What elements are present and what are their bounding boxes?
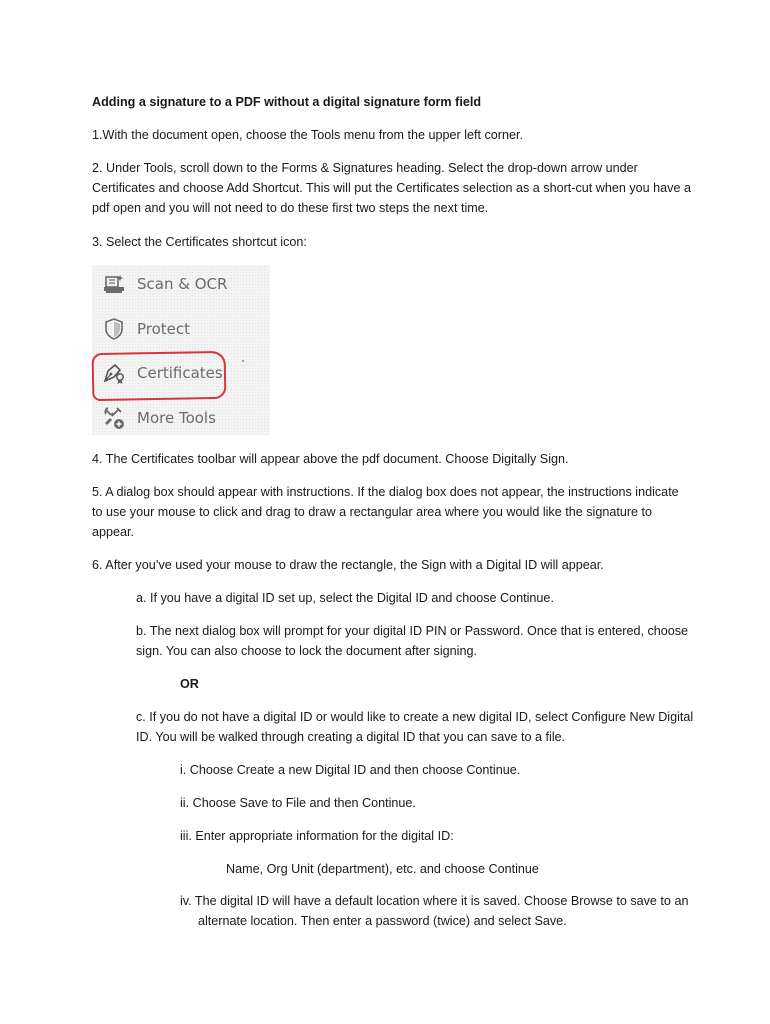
document-title: Adding a signature to a PDF without a digital signature form field xyxy=(92,95,482,109)
step-1: 1.With the document open, choose the Tools menu from the upper left corner. xyxy=(92,128,524,142)
step-5: 5. A dialog box should appear with instructions. If the dialog box does not appear, the instructions indicate to use your mouse to click and drag to draw a rectangular area where you would like the signature to appear. xyxy=(92,485,679,539)
tool-label-protect: Protect xyxy=(137,320,191,338)
step-6c-iv: iv. The digital ID will have a default location where it is saved. Choose Browse to save to an alternate location. Then enter a password (twice) and select Save. xyxy=(180,894,689,928)
tool-item-scan-ocr xyxy=(92,269,270,299)
tool-label-scan-ocr: Scan & OCR xyxy=(137,275,228,293)
tool-label-more-tools: More Tools xyxy=(137,409,216,427)
step-6c-iii: iii. Enter appropriate information for the digital ID: xyxy=(180,829,454,843)
shield-icon xyxy=(102,317,126,341)
tool-label-certificates: Certificates xyxy=(137,364,223,382)
step-6c: c. If you do not have a digital ID or would like to create a new digital ID, select Configure New Digital ID. You will be walked through creating a digital ID that you can save to a file. xyxy=(136,710,694,744)
image-speck xyxy=(242,360,244,362)
step-6c-ii: ii. Choose Save to File and then Continue. xyxy=(180,796,416,810)
step-2: 2. Under Tools, scroll down to the Forms & Signatures heading. Select the drop-down arrow under Certificates and choose Add Shortcut. This will put the Certificates selection as a short-cut when you have a pdf open and you will not need to do these first two steps the next time. xyxy=(92,161,691,215)
step-6a: a. If you have a digital ID set up, select the Digital ID and choose Continue. xyxy=(136,591,554,605)
or-separator: OR xyxy=(180,677,199,691)
step-4: 4. The Certificates toolbar will appear above the pdf document. Choose Digitally Sign. xyxy=(92,452,569,466)
tool-item-protect xyxy=(92,314,270,344)
step-3: 3. Select the Certificates shortcut icon: xyxy=(92,235,307,249)
step-6: 6. After you’ve used your mouse to draw the rectangle, the Sign with a Digital ID will appear. xyxy=(92,558,604,572)
scanner-icon xyxy=(102,272,126,296)
step-6c-i: i. Choose Create a new Digital ID and then choose Continue. xyxy=(180,763,521,777)
certificates-highlight-outline xyxy=(92,351,227,401)
tool-item-more-tools xyxy=(92,403,270,433)
wrench-plus-icon xyxy=(102,406,126,430)
step-6c-iii-detail: Name, Org Unit (department), etc. and choose Continue xyxy=(226,862,539,876)
tools-menu-screenshot xyxy=(92,265,270,435)
step-6b: b. The next dialog box will prompt for your digital ID PIN or Password. Once that is entered, choose sign. You can also choose to lock the document after signing. xyxy=(136,624,689,658)
